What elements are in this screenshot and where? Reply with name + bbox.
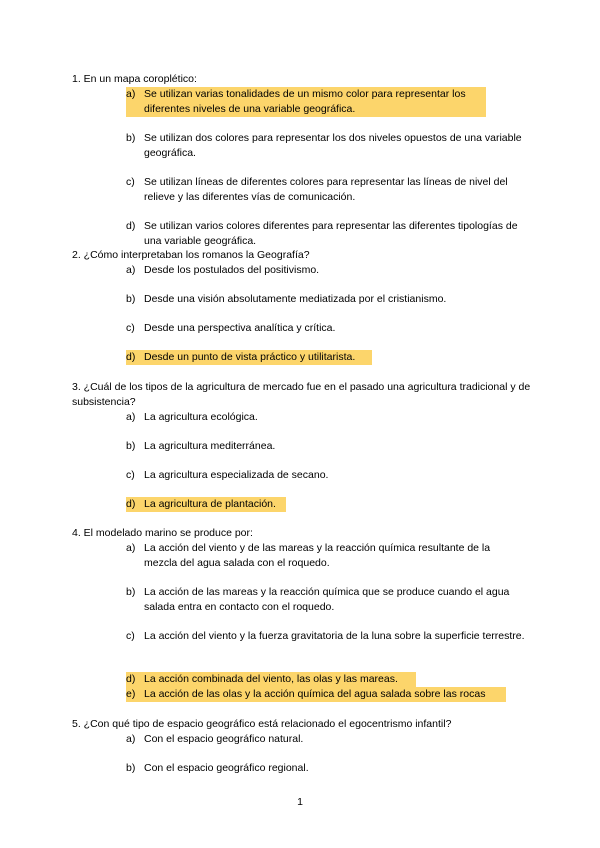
option-letter: c) <box>126 469 135 481</box>
question-5: 5. ¿Con qué tipo de espacio geográfico está relacionado el egocentrismo infantil? <box>72 718 452 730</box>
option-text: La agricultura mediterránea. <box>144 440 276 452</box>
option-letter: d) <box>126 220 136 232</box>
option-text: La agricultura de plantación. <box>144 498 276 510</box>
question-3-option-c <box>126 468 526 483</box>
question-3-option-b <box>126 439 526 454</box>
option-letter: c) <box>126 176 135 188</box>
option-text: Desde los postulados del positivismo. <box>144 264 320 276</box>
option-letter: a) <box>126 264 136 276</box>
question-4-option-a <box>126 541 526 571</box>
option-letter: a) <box>126 88 136 100</box>
question-5-option-a <box>126 732 526 747</box>
option-text: Se utilizan varias tonalidades de un mismo color para representar los diferentes niveles de una variable geográfica. <box>144 88 466 115</box>
question-2-option-d <box>126 350 372 365</box>
option-letter: d) <box>126 351 136 363</box>
option-text: Se utilizan varios colores diferentes para representar las diferentes tipologías de una variable geográfica. <box>144 220 518 247</box>
option-text: Se utilizan líneas de diferentes colores para representar las líneas de nivel del relieve y las diferentes vías de comunicación. <box>144 176 508 203</box>
option-letter: a) <box>126 542 136 554</box>
option-text: La acción de las olas y la acción química del agua salada sobre las rocas <box>144 688 486 700</box>
question-1: 1. En un mapa coroplético: <box>72 73 197 85</box>
question-1-option-b <box>126 131 526 161</box>
option-text: La acción del viento y la fuerza gravitatoria de la luna sobre la superficie terrestre. <box>144 630 525 642</box>
question-4-option-d <box>126 672 416 687</box>
question-2-option-c <box>126 321 526 336</box>
question-1-option-d <box>126 219 526 249</box>
question-2-option-b <box>126 292 526 307</box>
question-1-option-c <box>126 175 526 205</box>
question-5-option-b <box>126 761 526 776</box>
option-text: Desde un punto de vista práctico y utilitarista. <box>144 351 356 363</box>
option-text: Desde una perspectiva analítica y crítica. <box>144 322 336 334</box>
question-4-option-c <box>126 629 526 644</box>
option-letter: d) <box>126 673 136 685</box>
question-4-option-b <box>126 585 526 615</box>
option-text: Con el espacio geográfico natural. <box>144 733 304 745</box>
option-text: Se utilizan dos colores para representar los dos niveles opuestos de una variable geográfica. <box>144 132 522 159</box>
option-text: Desde una visión absolutamente mediatizada por el cristianismo. <box>144 293 447 305</box>
option-text: Con el espacio geográfico regional. <box>144 762 309 774</box>
page-number: 1 <box>297 796 303 808</box>
option-text: La acción del viento y de las mareas y la reacción química resultante de la mezcla del agua salada con el roquedo. <box>144 542 491 569</box>
option-letter: e) <box>126 688 136 700</box>
question-2: 2. ¿Cómo interpretaban los romanos la Geografía? <box>72 249 310 261</box>
question-3-option-a <box>126 410 526 425</box>
option-letter: d) <box>126 498 136 510</box>
question-1-option-a <box>126 87 486 117</box>
option-letter: b) <box>126 293 136 305</box>
question-4-option-e <box>126 687 506 702</box>
question-4: 4. El modelado marino se produce por: <box>72 527 253 539</box>
question-3: 3. ¿Cuál de los tipos de la agricultura de mercado fue en el pasado una agricultura tradicional y de subsistencia? <box>72 381 531 408</box>
option-letter: c) <box>126 322 135 334</box>
option-letter: a) <box>126 411 136 423</box>
option-letter: b) <box>126 762 136 774</box>
option-letter: b) <box>126 440 136 452</box>
option-letter: c) <box>126 630 135 642</box>
option-text: La acción combinada del viento, las olas y las mareas. <box>144 673 398 685</box>
option-text: La acción de las mareas y la reacción química que se produce cuando el agua salada entra en contacto con el roquedo. <box>144 586 510 613</box>
option-letter: b) <box>126 586 136 598</box>
option-text: La agricultura especializada de secano. <box>144 469 329 481</box>
option-text: La agricultura ecológica. <box>144 411 258 423</box>
question-3-option-d <box>126 497 286 512</box>
option-letter: b) <box>126 132 136 144</box>
option-letter: a) <box>126 733 136 745</box>
question-2-option-a <box>126 263 526 278</box>
